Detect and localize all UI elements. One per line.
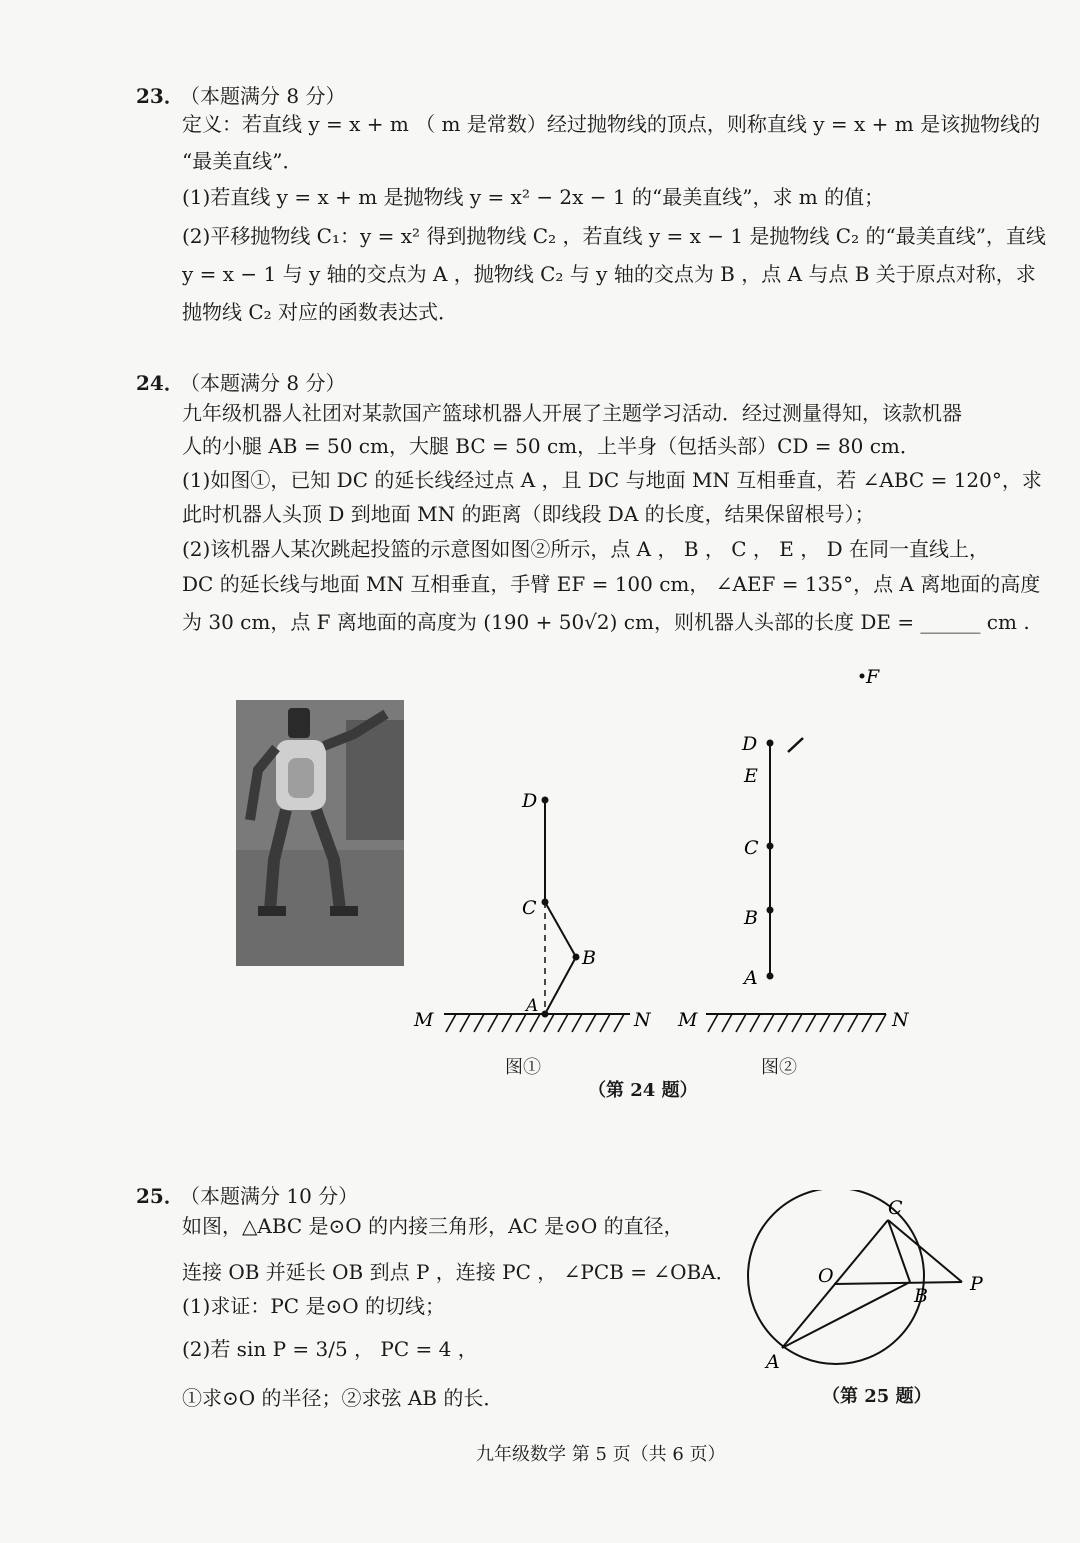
q23-line-6: 抛物线 C₂ 对应的函数表达式． [182, 300, 459, 324]
fig1-label-c: C [522, 897, 537, 919]
q23-line-5: y = x − 1 与 y 轴的交点为 A ，抛物线 C₂ 与 y 轴的交点为 B ，点 A 与点 B 关于原点对称，求 [182, 262, 1036, 286]
q24-line-2: 人的小腿 AB = 50 cm，大腿 BC = 50 cm，上半身（包括头部）CD = 80 cm． [182, 434, 920, 458]
fig1-label-d: D [522, 790, 538, 812]
q24-line-3: (1)如图①，已知 DC 的延长线经过点 A ，且 DC 与地面 MN 互相垂直，若 ∠ABC = 120°，求 [182, 468, 1042, 492]
fig2-diagram [670, 660, 930, 1040]
q23-number: 23． [136, 84, 184, 108]
fig1-ground-hatch [446, 1014, 624, 1032]
q24-line-6: DC 的延长线与地面 MN 互相垂直，手臂 EF = 100 cm， ∠AEF = 135°，点 A 离地面的高度 [182, 572, 1041, 596]
q25-segment-op [834, 1282, 962, 1284]
fig1-label-b: B [582, 947, 596, 969]
q24-header: （本题满分 8 分） [180, 371, 346, 395]
q23-line-3: (1)若直线 y = x + m 是抛物线 y = x² − 2x − 1 的“最美直线”，求 m 的值； [182, 185, 885, 209]
fig2-caption: 图② [761, 1057, 797, 1078]
fig2-label-c: C [744, 837, 759, 859]
q25-circle-diagram [730, 1190, 1010, 1380]
q25-line-1: 如图，△ABC 是⊙O 的内接三角形，AC 是⊙O 的直径， [182, 1214, 684, 1238]
q24-line-1: 九年级机器人社团对某款国产篮球机器人开展了主题学习活动．经过测量得知，该款机器 [182, 401, 962, 425]
q24-number: 24． [136, 371, 184, 395]
q25-line-2: 连接 OB 并延长 OB 到点 P ，连接 PC ， ∠PCB = ∠OBA． [182, 1260, 736, 1284]
fig2-label-f: F [866, 666, 880, 688]
fig2-label-m: M [678, 1009, 698, 1031]
q25-line-3: (1)求证：PC 是⊙O 的切线； [182, 1294, 445, 1318]
fig1-label-m: M [414, 1009, 434, 1031]
fig2-label-a: A [744, 967, 758, 989]
q24-line-5: (2)该机器人某次跳起投篮的示意图如图②所示，点 A ， B ， C ， E ， D 在同一直线上， [182, 537, 989, 561]
q25-label-b: B [914, 1285, 928, 1307]
q25-number: 25． [136, 1184, 184, 1208]
fig1-caption: 图① [505, 1057, 541, 1078]
fig1-label-n: N [634, 1009, 651, 1031]
robot-photo [236, 700, 404, 966]
fig2-ground-hatch [708, 1014, 886, 1032]
q25-label-a: A [766, 1351, 780, 1373]
fig2-label-e: E [744, 765, 758, 787]
q25-segment-ab [782, 1282, 910, 1348]
q23-header: （本题满分 8 分） [180, 84, 346, 108]
fig1-segment-cb [545, 902, 576, 957]
q24-figure-caption: （第 24 题） [588, 1080, 698, 1101]
fig1-diagram [400, 780, 680, 1040]
q25-header: （本题满分 10 分） [180, 1184, 359, 1208]
fig1-segment-ba [545, 957, 576, 1014]
q25-line-5: ①求⊙O 的半径；②求弦 AB 的长． [182, 1386, 504, 1410]
fig2-label-n: N [892, 1009, 909, 1031]
q25-label-o: O [818, 1265, 834, 1287]
fig2-label-b: B [744, 907, 758, 929]
q23-line-2: “最美直线”． [182, 149, 303, 173]
q23-line-1: 定义：若直线 y = x + m （ m 是常数）经过抛物线的顶点，则称直线 y = x + m 是该抛物线的 [182, 112, 1041, 136]
fig2-label-d: D [742, 733, 758, 755]
q25-line-4: (2)若 sin P = 3/5 ， PC = 4 ， [182, 1337, 478, 1361]
fig1-label-a: A [526, 996, 539, 1016]
page-footer: 九年级数学 第 5 页（共 6 页） [476, 1444, 726, 1465]
q25-label-p: P [970, 1273, 983, 1295]
q25-label-c: C [888, 1197, 903, 1219]
q23-line-4: (2)平移抛物线 C₁：y = x² 得到抛物线 C₂ ，若直线 y = x − 1 是抛物线 C₂ 的“最美直线”，直线 [182, 224, 1046, 248]
fig2-arm-stub [788, 738, 803, 752]
q25-figure-caption: （第 25 题） [822, 1386, 932, 1407]
q24-line-7: 为 30 cm，点 F 离地面的高度为 (190 + 50√2) cm，则机器人头部的长度 DE = ______ cm . [182, 610, 1030, 634]
q24-line-4: 此时机器人头顶 D 到地面 MN 的距离（即线段 DA 的长度，结果保留根号）； [182, 502, 875, 526]
